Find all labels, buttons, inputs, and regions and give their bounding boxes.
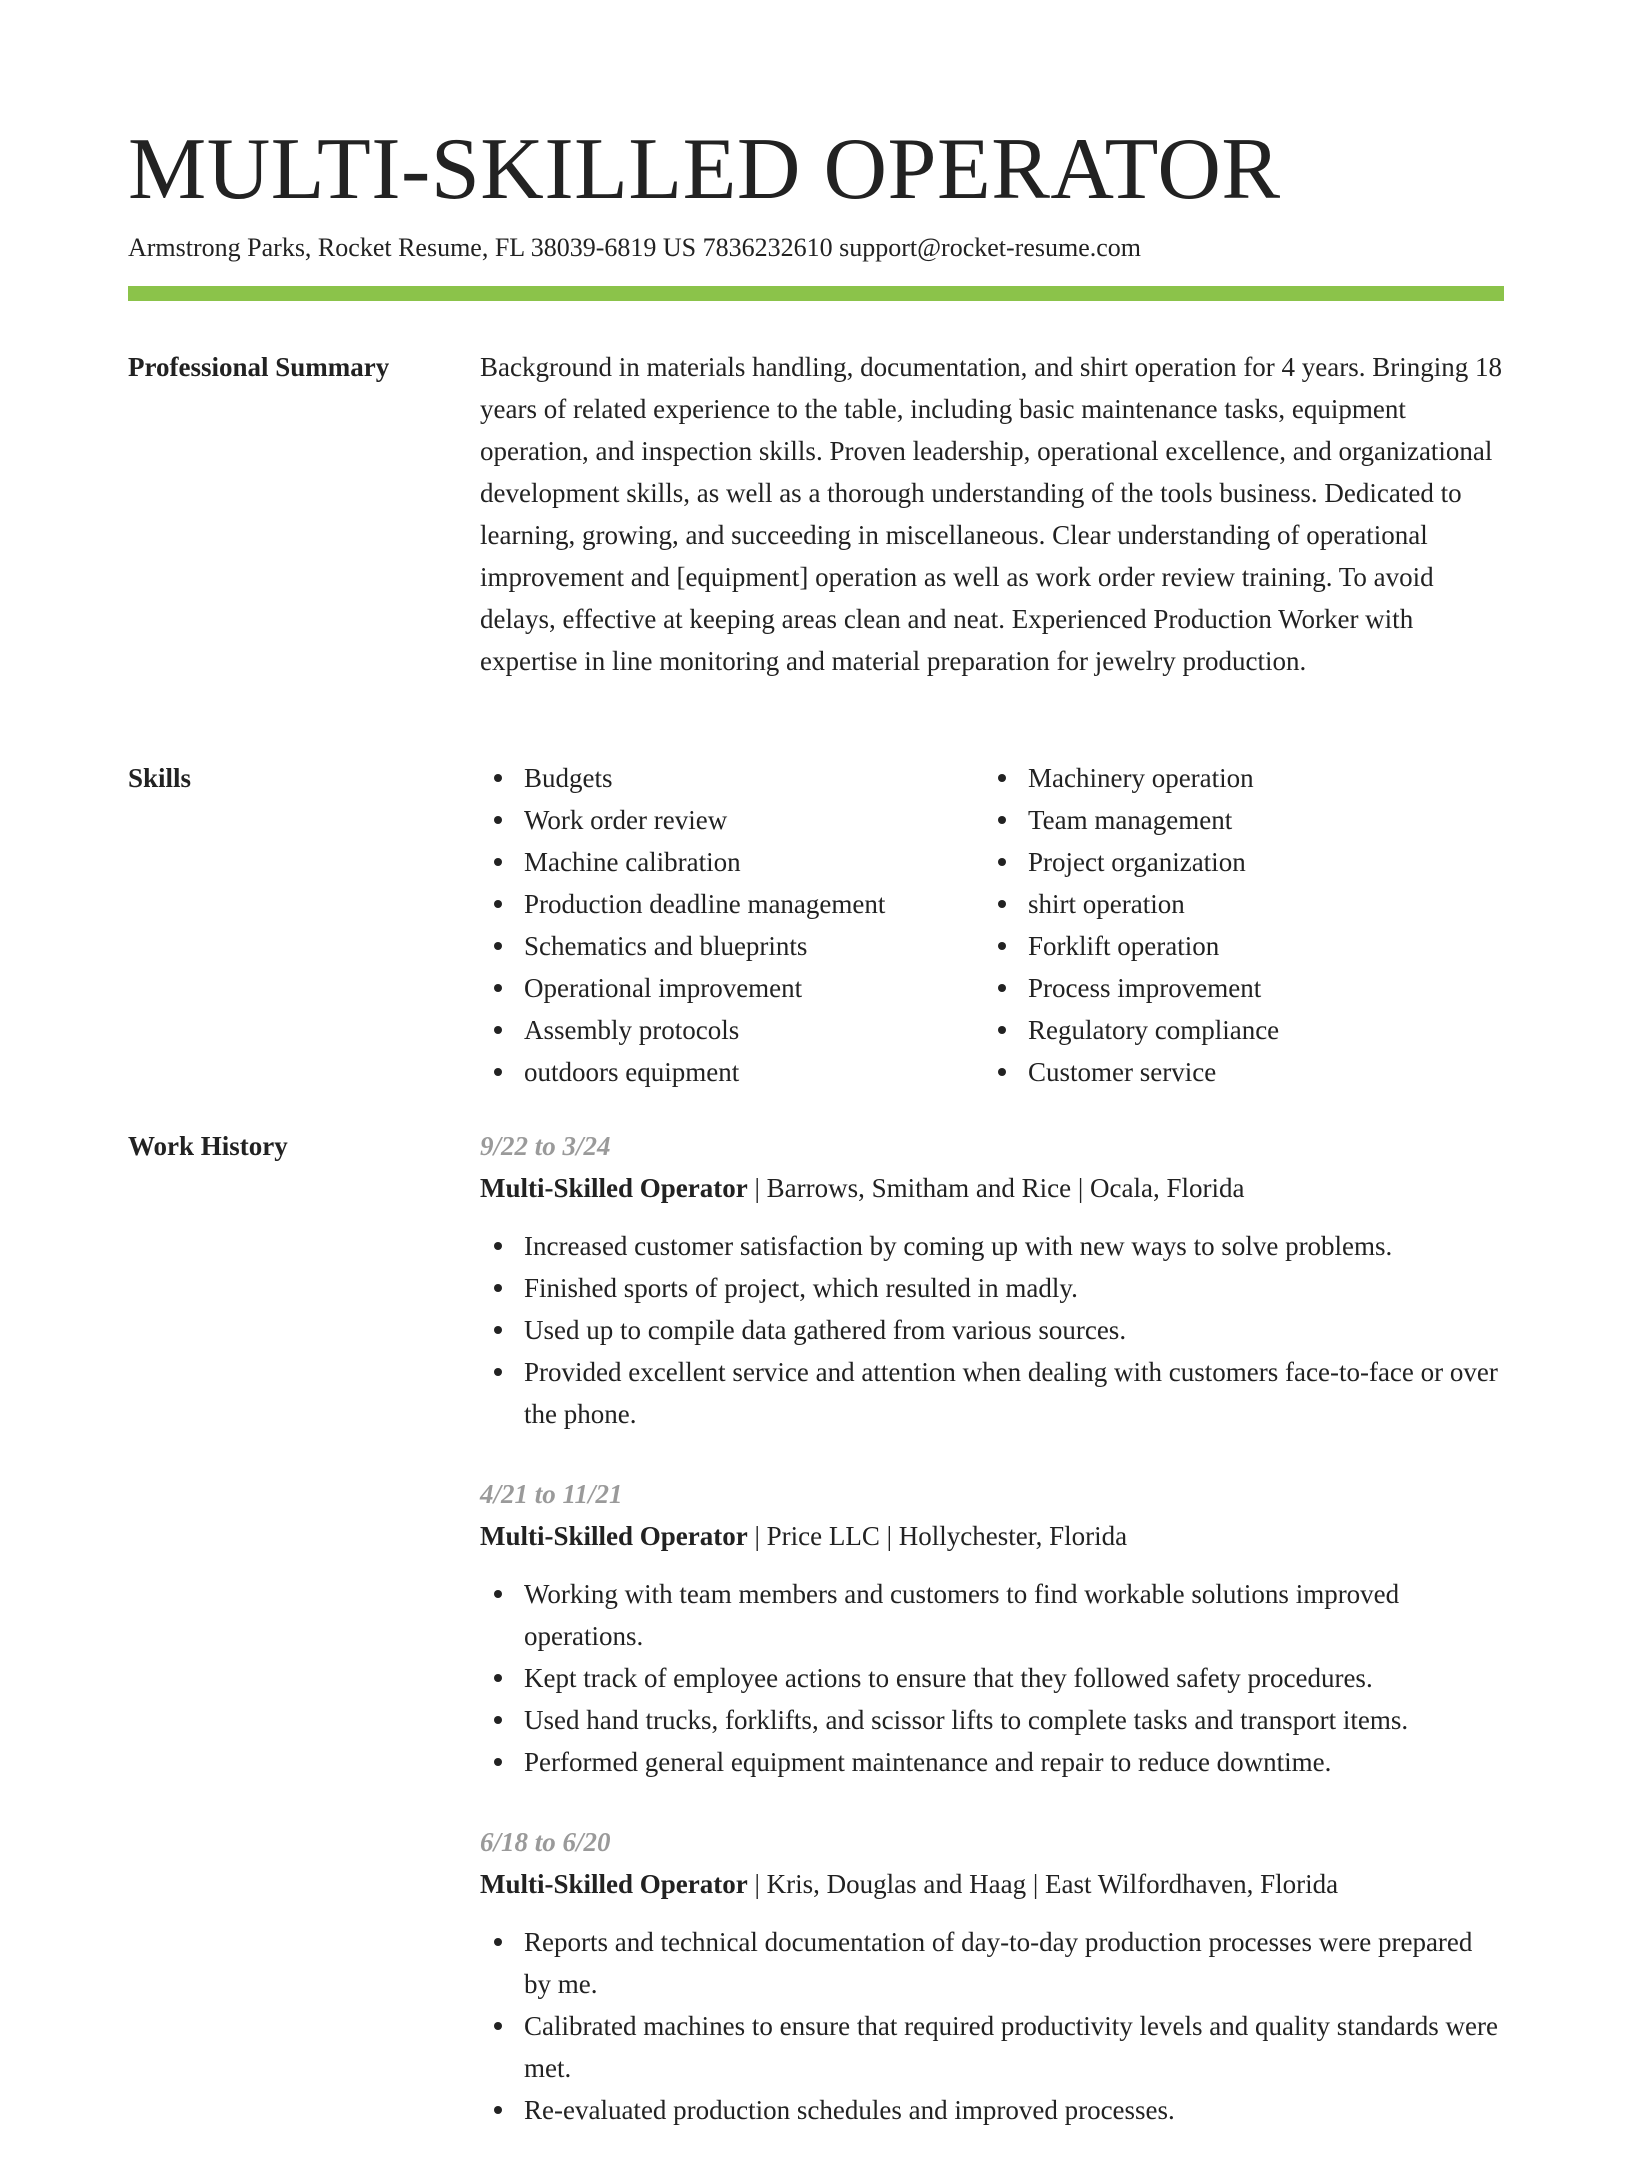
job-entry [480, 1821, 1504, 2131]
job-title: Multi-Skilled Operator [480, 1869, 748, 1899]
job-entry [480, 1125, 1504, 1435]
job-bullet: Re-evaluated production schedules and improved processes. [480, 2089, 1504, 2131]
job-dates: 9/22 to 3/24 [480, 1131, 611, 1161]
skills-list-right [984, 757, 1488, 1093]
summary-heading: Professional Summary [128, 352, 390, 382]
job-bullet: Working with team members and customers to find workable solutions improved operations. [480, 1573, 1504, 1657]
skill-item: shirt operation [984, 883, 1488, 925]
job-bullets [480, 1921, 1504, 2131]
work-history-heading: Work History [128, 1131, 288, 1161]
skill-item: Regulatory compliance [984, 1009, 1488, 1051]
job-bullet: Finished sports of project, which resulted in madly. [480, 1267, 1504, 1309]
skill-item: Process improvement [984, 967, 1488, 1009]
skills-body [480, 757, 1504, 1093]
job-bullets [480, 1225, 1504, 1435]
skill-item: Forklift operation [984, 925, 1488, 967]
summary-body [480, 346, 1504, 682]
job-title: Multi-Skilled Operator [480, 1521, 748, 1551]
skills-list-left [480, 757, 984, 1093]
skills-columns [480, 757, 1504, 1093]
skill-item: Customer service [984, 1051, 1488, 1093]
job-employer-location: | Barrows, Smitham and Rice | Ocala, Florida [747, 1173, 1245, 1203]
skill-item: Work order review [480, 799, 984, 841]
skill-item: Project organization [984, 841, 1488, 883]
skill-item: Machinery operation [984, 757, 1488, 799]
skill-item: Assembly protocols [480, 1009, 984, 1051]
job-bullets [480, 1573, 1504, 1783]
job-dates: 4/21 to 11/21 [480, 1479, 623, 1509]
skill-item: Machine calibration [480, 841, 984, 883]
skills-heading: Skills [128, 763, 192, 793]
skill-item: Production deadline management [480, 883, 984, 925]
skill-item: Schematics and blueprints [480, 925, 984, 967]
job-bullet: Calibrated machines to ensure that required productivity levels and quality standards were met. [480, 2005, 1504, 2089]
header-divider [128, 286, 1504, 301]
skill-item: Team management [984, 799, 1488, 841]
job-heading [480, 1863, 1504, 1905]
job-bullet: Performed general equipment maintenance and repair to reduce downtime. [480, 1741, 1504, 1783]
job-heading [480, 1515, 1504, 1557]
contact-line: Armstrong Parks, Rocket Resume, FL 38039-6819 US 7836232610 support@rocket-resume.com [128, 233, 1142, 262]
job-bullet: Kept track of employee actions to ensure that they followed safety procedures. [480, 1657, 1504, 1699]
job-bullet: Used up to compile data gathered from various sources. [480, 1309, 1504, 1351]
job-employer-location: | Kris, Douglas and Haag | East Wilfordhaven, Florida [747, 1869, 1339, 1899]
job-bullet: Provided excellent service and attention when dealing with customers face-to-face or over the phone. [480, 1351, 1504, 1435]
job-bullet: Reports and technical documentation of day-to-day production processes were prepared by me. [480, 1921, 1504, 2005]
job-heading [480, 1167, 1504, 1209]
work-history-body [480, 1125, 1504, 2169]
skill-item: Budgets [480, 757, 984, 799]
job-bullet: Used hand trucks, forklifts, and scissor lifts to complete tasks and transport items. [480, 1699, 1504, 1741]
job-title: Multi-Skilled Operator [480, 1173, 748, 1203]
job-entry [480, 1473, 1504, 1783]
skill-item: Operational improvement [480, 967, 984, 1009]
candidate-name: MULTI-SKILLED OPERATOR [128, 121, 1281, 218]
skill-item: outdoors equipment [480, 1051, 984, 1093]
resume-header [128, 118, 1504, 266]
job-employer-location: | Price LLC | Hollychester, Florida [747, 1521, 1128, 1551]
summary-text: Background in materials handling, documentation, and shirt operation for 4 years. Bringing 18 years of related experience to the table, including basic maintenance tasks, equipment operation, and inspection skills. Proven leadership, operational excellence, and organizational development skills, as well as a thorough understanding of the tools business. Dedicated to learning, growing, and succeeding in miscellaneous. Clear understanding of operational improvement and [equipment] operation as well as work order review training. To avoid delays, effective at keeping areas clean and neat. Experienced Production Worker with expertise in line monitoring and material preparation for jewelry production. [480, 352, 1503, 676]
job-bullet: Increased customer satisfaction by coming up with new ways to solve problems. [480, 1225, 1504, 1267]
job-dates: 6/18 to 6/20 [480, 1827, 611, 1857]
